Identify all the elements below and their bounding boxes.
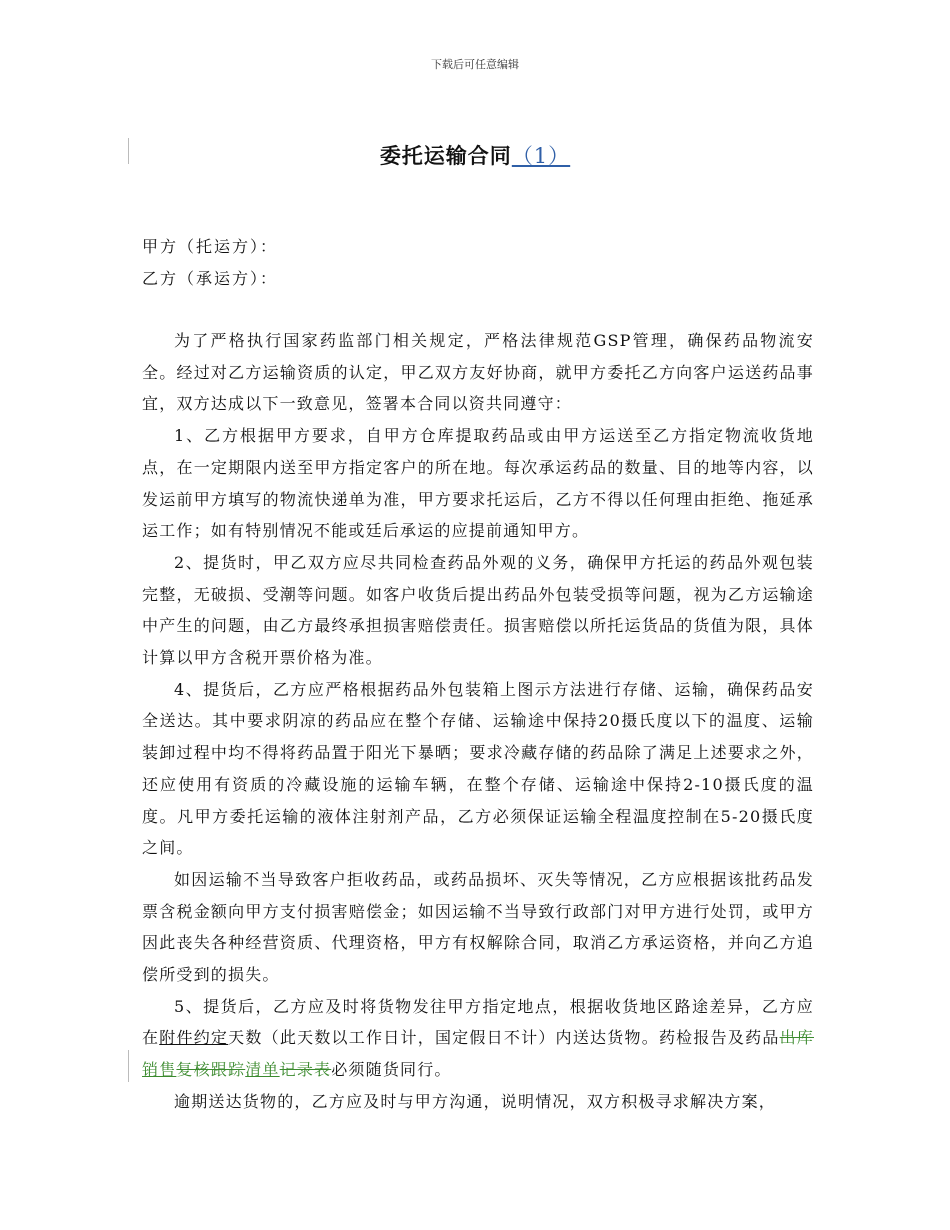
attachment-term: 附件约定 <box>159 1028 229 1048</box>
title-revision: （1） <box>511 144 571 168</box>
clause-5-part2: 天数（此天数以工作日计，国定假日不计）内送达货物。药检报告及药品 <box>228 1028 780 1048</box>
title-main: 委托运输合同 <box>379 143 512 168</box>
inserted-text-2: 清单 <box>245 1060 280 1080</box>
header-note: 下载后可任意编辑 <box>431 58 519 71</box>
clause-5-part1: 5、提货后，乙方应及时将货物发往甲方指定地点，根据收货地区路途差异，乙方应在 <box>142 996 814 1048</box>
inserted-text-1: 销售 <box>142 1060 177 1080</box>
clause-5 <box>142 991 814 1086</box>
party-b: 乙方（承运方）： <box>142 269 279 288</box>
margin-bar-revision <box>128 1050 129 1082</box>
overdue-paragraph: 逾期送达货物的，乙方应及时与甲方沟通，说明情况，双方积极寻求解决方案， <box>174 1091 777 1111</box>
contract-body <box>142 325 814 1118</box>
clause-5-part3: 必须随货同行。 <box>331 1060 452 1080</box>
clause-4: 4、提货后，乙方应严格根据药品外包装箱上图示方法进行存储、运输，确保药品安全送达。其中要求阴凉的药品应在整个存储、运输途中保持20摄氏度以下的温度、运输装卸过程中均不得将药品置于阳光下暴晒；要求冷藏存储的药品除了满足上述要求之外，还应使用有资质的冷藏设施的运输车辆，在整个存储、运输途中保持2-10摄氏度的温度。凡甲方委托运输的液体注射剂产品，乙方必须保证运输全程温度控制在5-20摄氏度之间。 <box>142 679 814 858</box>
clause-1: 1、乙方根据甲方要求，自甲方仓库提取药品或由甲方运送至乙方指定物流收货地点，在一定期限内送至甲方指定客户的所在地。每次承运药品的数量、目的地等内容，以发运前甲方填写的物流快递单为准，甲方要求托运后，乙方不得以任何理由拒绝、拖延承运工作；如有特别情况不能或廷后承运的应提前通知甲方。 <box>142 426 814 541</box>
party-a: 甲方（托运方）： <box>142 237 279 256</box>
page-title <box>0 140 950 170</box>
deleted-text-3: 记录表 <box>279 1060 332 1080</box>
clause-2: 2、提货时，甲乙双方应尽共同检查药品外观的义务，确保甲方托运的药品外观包装完整，无破损、受潮等问题。如客户收货后提出药品外包装受损等问题，视为乙方运输途中产生的问题，由乙方最终承担损害赔偿责任。损害赔偿以所托运货品的货值为限，具体计算以甲方含税开票价格为准。 <box>142 552 814 668</box>
clause-4-loss: 如因运输不当导致客户拒收药品，或药品损坏、灭失等情况，乙方应根据该批药品发票含税金额向甲方支付损害赔偿金；如因运输不当导致行政部门对甲方进行处罚，或甲方因此丧失各种经营资质、代理资格，甲方有权解除合同，取消乙方承运资格，并向乙方追偿所受到的损失。 <box>142 869 814 985</box>
intro-paragraph: 为了严格执行国家药监部门相关规定，严格法律规范GSP管理，确保药品物流安全。经过对乙方运输资质的认定，甲乙双方友好协商，就甲方委托乙方向客户运送药品事宜，双方达成以下一致意见，签署本合同以资共同遵守： <box>142 331 814 414</box>
deleted-text-1: 出库 <box>779 1028 814 1048</box>
deleted-text-2: 复核跟踪 <box>176 1060 246 1080</box>
